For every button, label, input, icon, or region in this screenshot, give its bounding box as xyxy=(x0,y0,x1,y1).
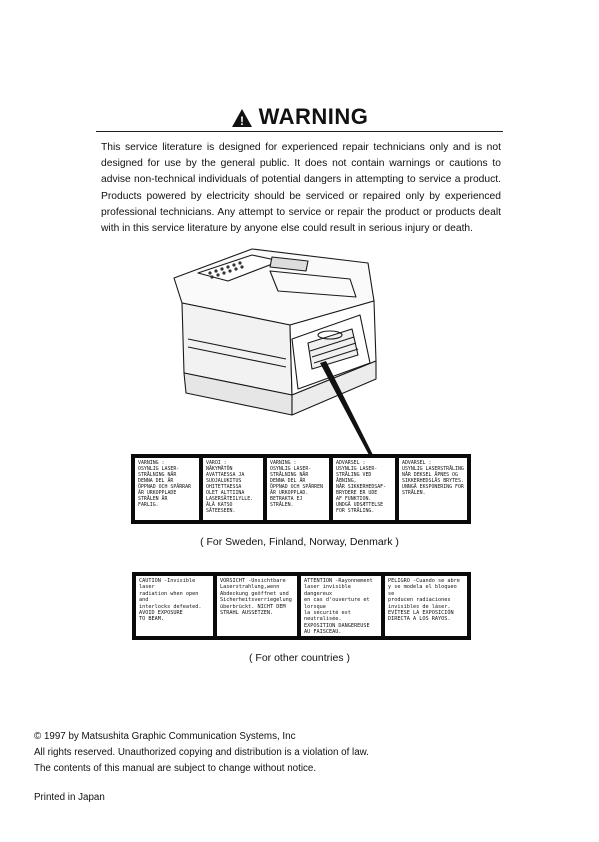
label-panel-spanish: PELIGRO -Cuando se abre y se modela el bloqueo se producen radiaciones invisibles de láser. EVÍTESE LA EXPOSICIÓN DIRECTA A LOS RAYOS. xyxy=(385,576,467,636)
fax-machine-illustration xyxy=(160,243,385,468)
label-panel-german: VORSICHT -Unsichtbare Laserstrahlung,wenn Abdeckung geöffnet und Sicherheitsverriegelung überbrückt. NICHT DEM STRAHL AUSSETZEN. xyxy=(217,576,297,636)
label-panel-swedish: VARNING : OSYNLIG LASER- STRÅLNING NÄR DENNA DEL ÄR ÖPPNAD OCH SPÄRRAR ÄR URKOPPLADE STRÅLEN ÄR FARLIG. xyxy=(135,458,199,520)
warning-triangle-icon xyxy=(231,108,253,128)
label-panel-french: ATTENTION -Rayonnement laser invisible dangereux en cas d'ouverture et lorsque la sécurité est neutralisée. EXPOSITION DANGEREUSE AU FAISCEAU. xyxy=(301,576,381,636)
page-title: WARNING xyxy=(258,104,369,129)
label-panel-english: CAUTION -Invisible laser radiation when open and interlocks defeated. AVOID EXPOSURE TO BEAM. xyxy=(136,576,213,636)
intro-paragraph: This service literature is designed for experienced repair technicians only and is not designed for use by the general public. It does not contain warnings or cautions to advise non-technical individuals of potential dangers in attempting to service a product. Products powered by electricity should be serviced or repaired only by experienced professional technicians. Any attempt to service or repair the product or products dealt with in this service literature by anyone else could result in serious injury or death. xyxy=(101,142,501,235)
warning-heading xyxy=(0,104,599,130)
rights-line: All rights reserved. Unauthorized copying and distribution is a violation of law. xyxy=(34,747,369,758)
international-laser-label xyxy=(132,572,471,640)
label-panel-danish: ADVARSEL : USYNLIG LASER- STRÅLING VED ÅBNING, NÅR SIKKERHEDSAF- BRYDERE ER UDE AF FUNKTION. UNDGÅ UDSÆTTELSE FOR STRÅLING. xyxy=(333,458,395,520)
notice-line: The contents of this manual are subject to change without notice. xyxy=(34,763,317,774)
printed-in-line: Printed in Japan xyxy=(34,792,105,803)
label-panel-finnish: VAROI : NÄKYMÄTÖN AVATTAESSA JA SUOJALUKITUS OHITETTAESSA OLET ALTTIINA LASERSÄTEILYLLE. ÄLÄ KATSO SÄTEESEEN. xyxy=(203,458,263,520)
copyright-line: © 1997 by Matsushita Graphic Communication Systems, Inc xyxy=(34,731,296,742)
other-label-caption: ( For other countries ) xyxy=(249,652,350,664)
nordic-laser-label xyxy=(131,454,471,524)
heading-rule xyxy=(96,131,503,132)
nordic-label-caption: ( For Sweden, Finland, Norway, Denmark ) xyxy=(200,536,399,548)
label-panel-swedish-2: VARNING : OSYNLIG LASER- STRÅLNING NÄR DENNA DEL ÄR ÖPPNAD OCH SPÄRREN ÄR URKOPPLAD. BETRAKTA EJ STRÅLEN. xyxy=(267,458,329,520)
svg-text:!: ! xyxy=(239,114,244,128)
label-panel-norwegian: ADVARSEL : USYNLIG LASERSTRÅLING NÅR DEKSEL ÅPNES OG SIKKERHEDSLÅS BRYTES. UNNGÅ EKSPONERING FOR STRÅLEN. xyxy=(399,458,467,520)
